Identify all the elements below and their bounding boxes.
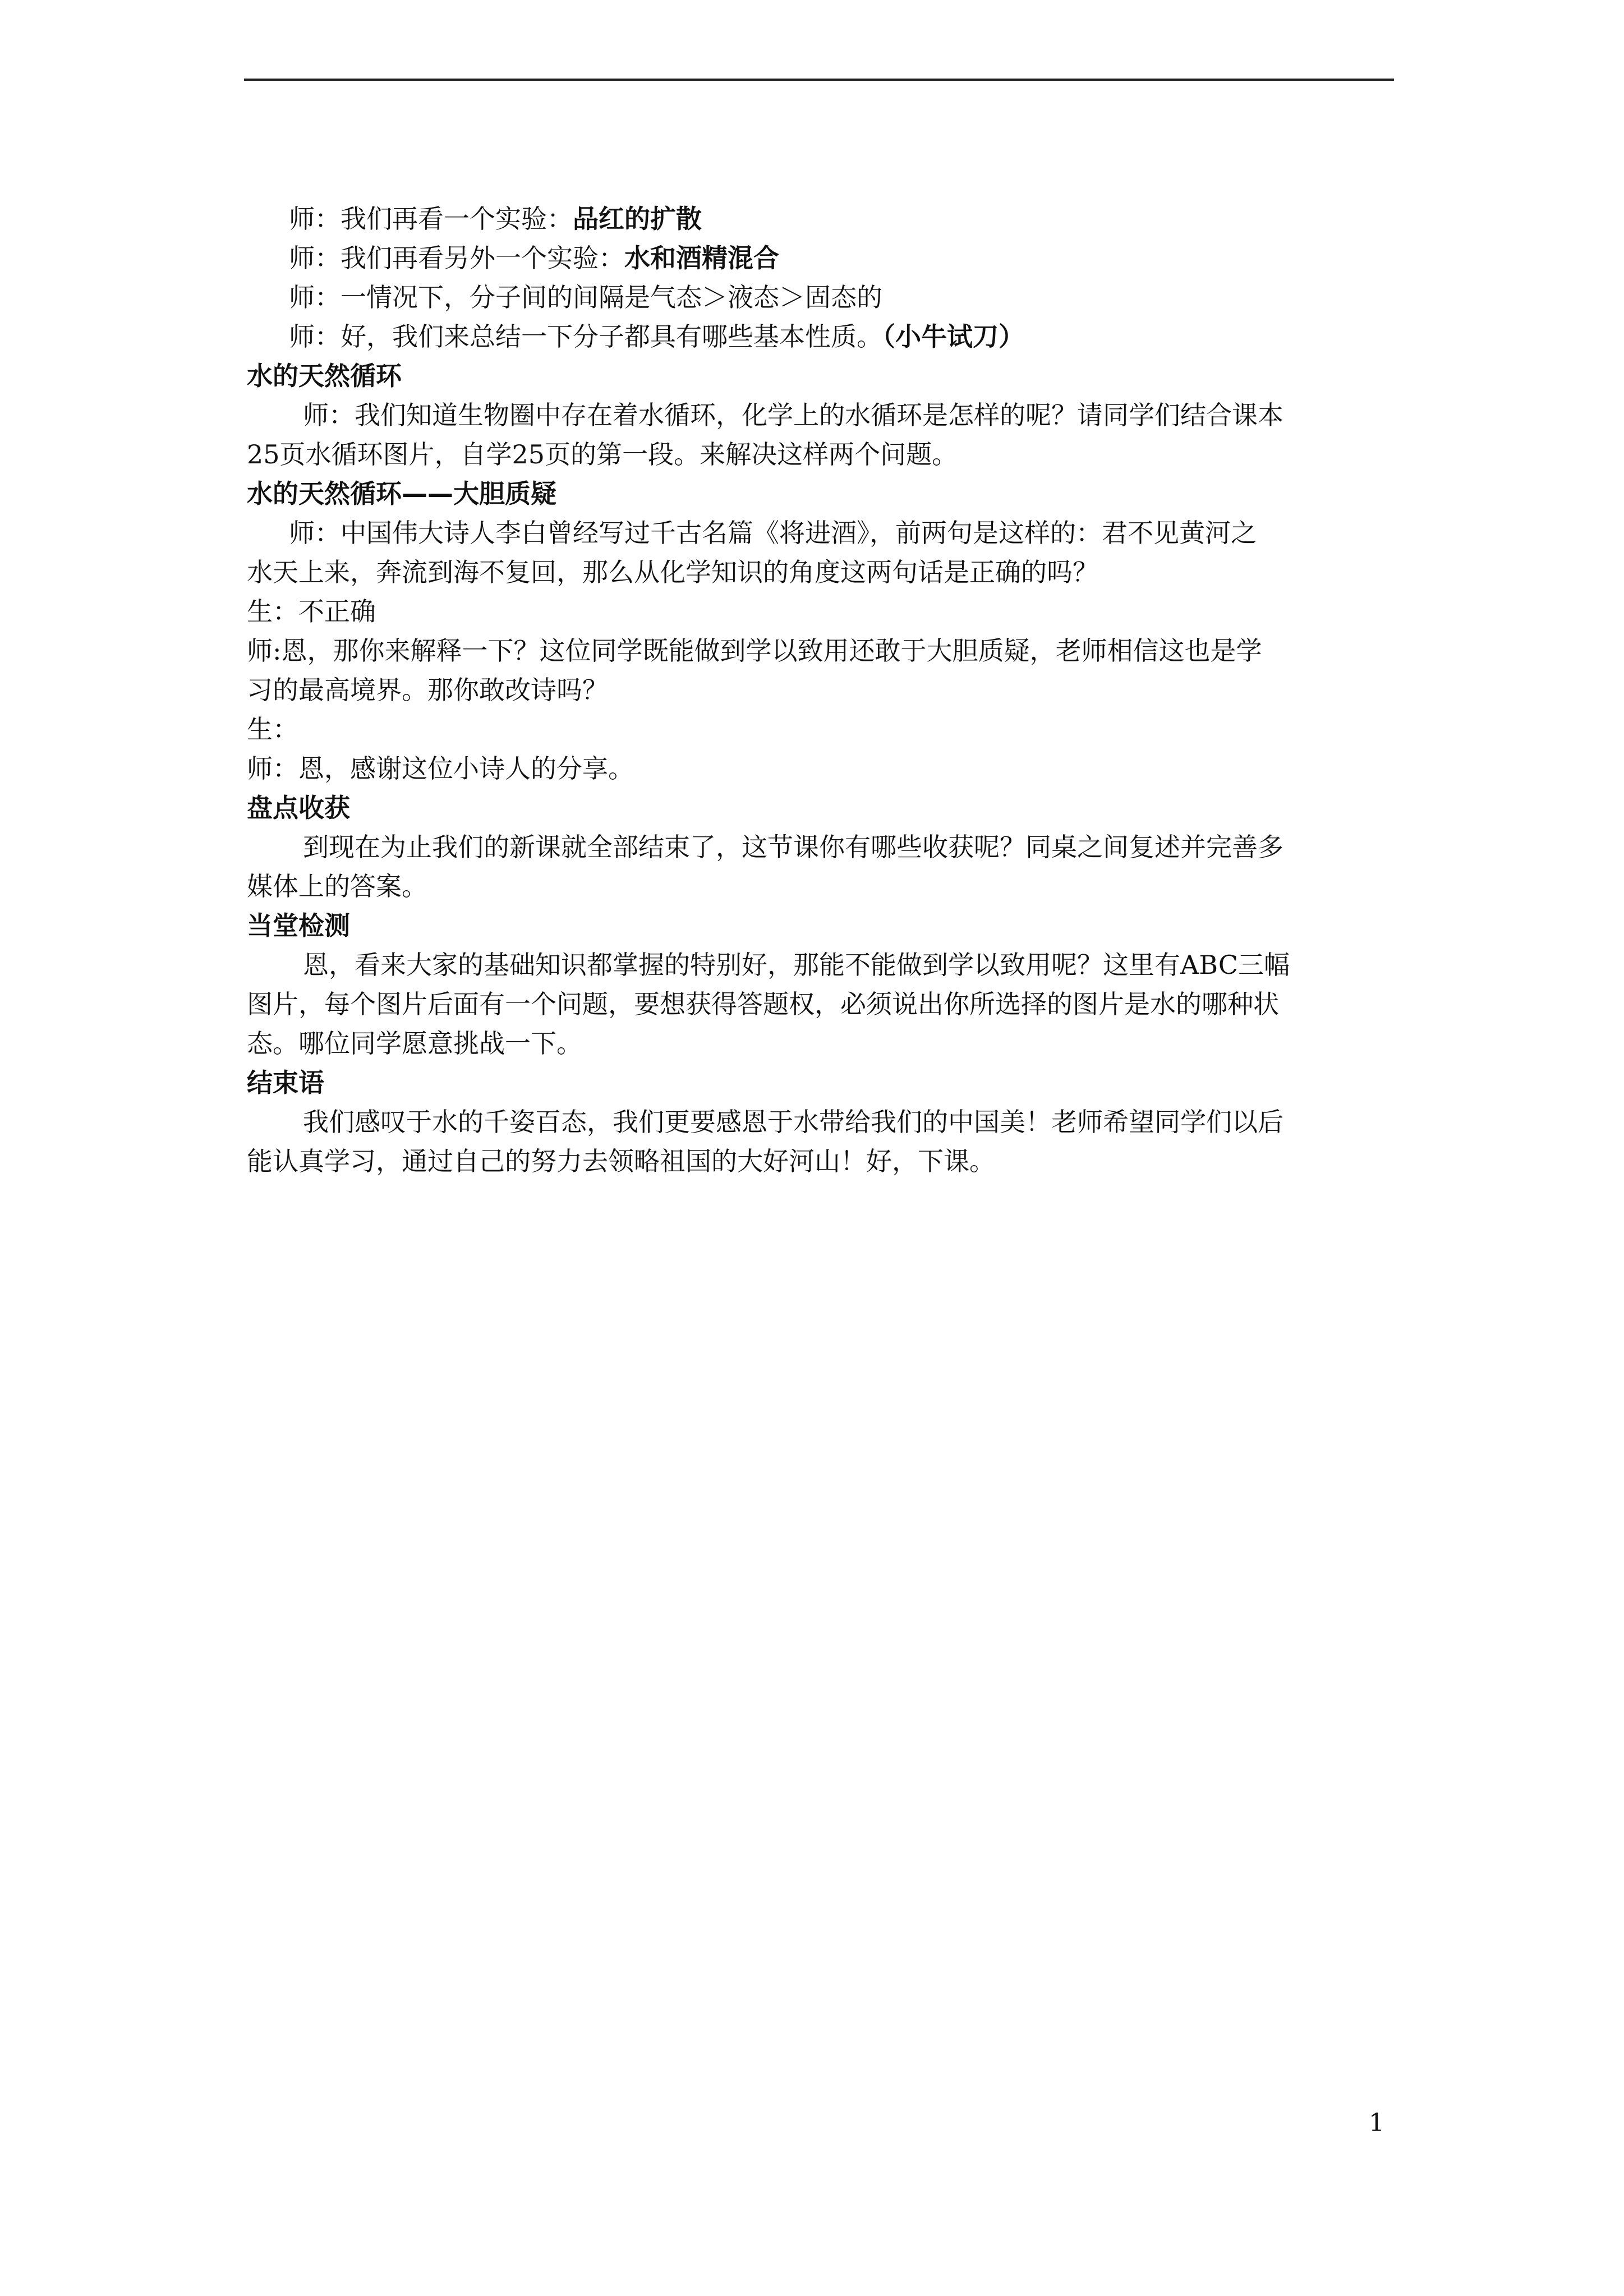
paragraph-line: 生： (247, 714, 298, 744)
paragraph-line: 师：恩，感谢这位小诗人的分享。 (247, 753, 634, 784)
paragraph-line: 师:恩，那你来解释一下？这位同学既能做到学以致用还敢于大胆质疑，老师相信这也是学 (247, 636, 1262, 666)
section-heading: 当堂检测 (247, 910, 350, 941)
bold-phrase: （小牛试刀） (882, 321, 1024, 352)
paragraph-line: 水天上来，奔流到海不复回，那么从化学知识的角度这两句话是正确的吗？ (247, 557, 1098, 587)
paragraph-line (247, 278, 1402, 317)
bold-phrase: 水和酒精混合 (624, 243, 779, 273)
paragraph-line: 态。哪位同学愿意挑战一下。 (247, 1028, 582, 1059)
bold-phrase: 品红的扩散 (573, 204, 702, 234)
document-body (247, 199, 1402, 1181)
paragraph-line: 25页水循环图片，自学25页的第一段。来解决这样两个问题。 (247, 439, 958, 470)
section-heading: 结束语 (247, 1068, 324, 1098)
paragraph-line: 恩，看来大家的基础知识都掌握的特别好，那能不能做到学以致用呢？这里有ABC三幅 (303, 950, 1290, 980)
paragraph-line: 师：中国伟大诗人李白曾经写过千古名篇《将进酒》，前两句是这样的：君不见黄河之 (289, 518, 1257, 548)
section-heading: 水的天然循环——大胆质疑 (247, 478, 556, 509)
paragraph-line (247, 238, 1402, 278)
paragraph-line: 媒体上的答案。 (247, 871, 427, 901)
paragraph-line: 到现在为止我们的新课就全部结束了，这节课你有哪些收获呢？同桌之间复述并完善多 (303, 832, 1283, 862)
paragraph-line: 能认真学习，通过自己的努力去领略祖国的大好河山！好，下课。 (247, 1146, 995, 1176)
paragraph-text: 师：一情况下，分子间的间隔是气态＞液态＞固态的 (289, 282, 882, 312)
section-heading: 水的天然循环 (247, 361, 402, 391)
paragraph-line: 图片，每个图片后面有一个问题，要想获得答题权，必须说出你所选择的图片是水的哪种状 (247, 989, 1279, 1019)
paragraph-text: 师：我们再看一个实验： (289, 204, 573, 234)
paragraph-line: 习的最高境界。那你敢改诗吗？ (247, 675, 608, 705)
paragraph-line (247, 199, 1402, 238)
paragraph-line: 生：不正确 (247, 596, 376, 627)
paragraph-text: 师：好，我们来总结一下分子都具有哪些基本性质。 (289, 321, 882, 352)
paragraph-text: 师：我们再看另外一个实验： (289, 243, 624, 273)
paragraph-line: 我们感叹于水的千姿百态，我们更要感恩于水带给我们的中国美！老师希望同学们以后 (303, 1107, 1283, 1137)
header-rule (244, 79, 1394, 81)
paragraph-line: 师：我们知道生物圈中存在着水循环，化学上的水循环是怎样的呢？请同学们结合课本 (303, 400, 1283, 430)
page-number: 1 (1369, 2109, 1384, 2137)
section-heading: 盘点收获 (247, 793, 350, 823)
paragraph-line (247, 317, 1402, 356)
